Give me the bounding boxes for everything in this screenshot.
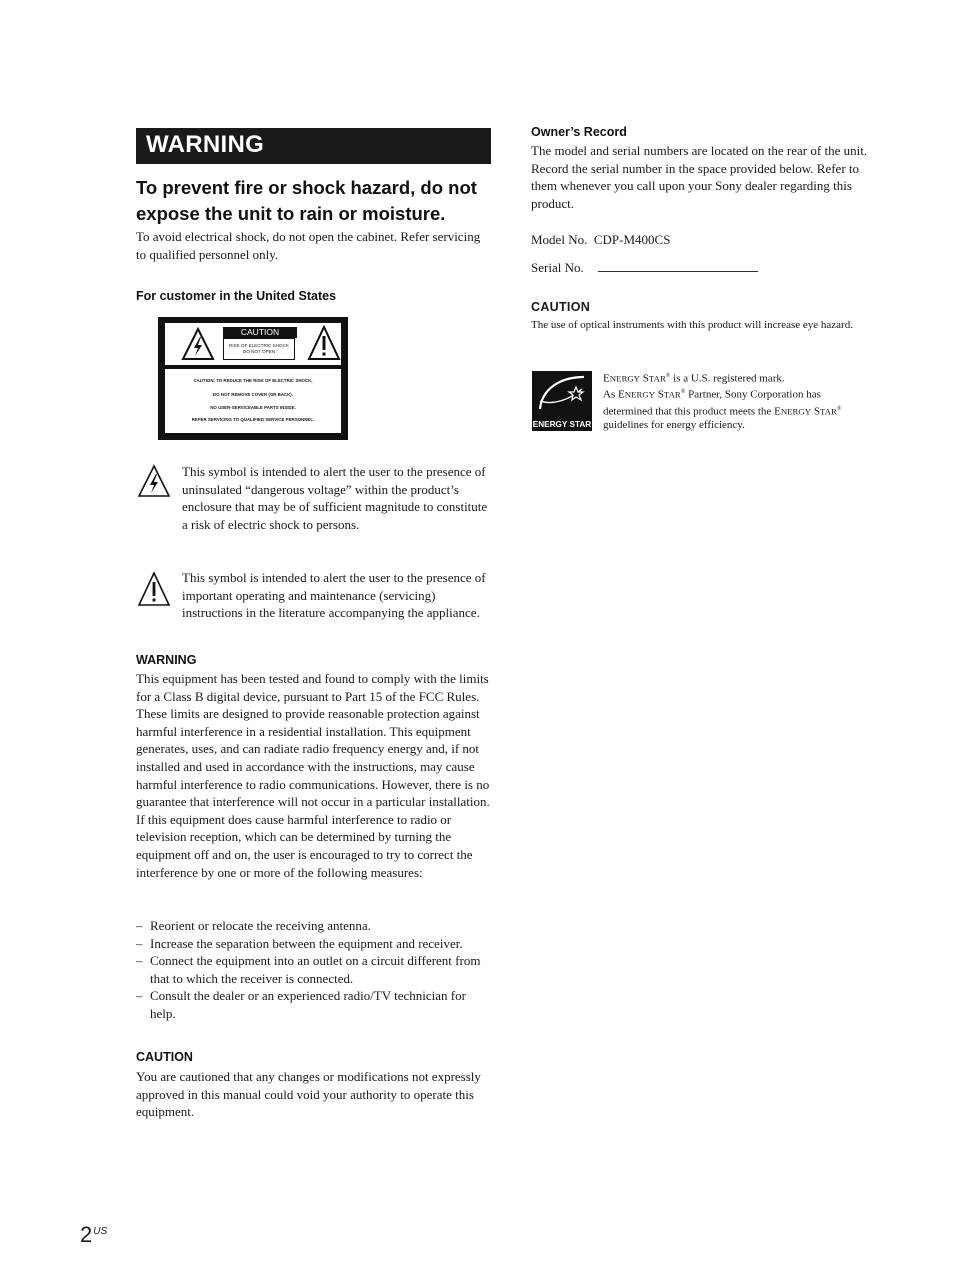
owners-record-text: The model and serial numbers are located on the rear of the unit. Record the serial number in the space provided below. Refer to them whenever you call upon your Sony dealer regarding this product. [531, 143, 868, 211]
es-line2-rest: Partner, Sony Corporation has determined that this product meets the [603, 389, 821, 418]
fcc-warning-text: This equipment has been tested and found to comply with the limits for a Class B digital device, pursuant to Part 15 of the FCC Rules. These limits are designed to provide reasonable protection against harmful interference in a residential installation. This equipment generates, uses, and can radiate radio frequency energy and, if not installed and used in accordance with the instructions, may cause harmful interference to radio communications. However, there is no guarantee that interference will not occur in a particular installation. If this equipment does cause harmful interference to radio or television reception, which can be determined by turning the equipment off and on, the user is encouraged to try to correct the interference by one or more of the following measures: [136, 671, 490, 880]
dash-bullet: – [136, 918, 143, 933]
serial-label: Serial No. [531, 260, 584, 275]
measure-text: Connect the equipment into an outlet on a circuit different from that to which the receiver is connected. [150, 953, 481, 986]
model-label: Model No. [531, 232, 588, 247]
es-letter: S [813, 405, 820, 418]
fcc-measures-list [136, 917, 494, 1023]
fcc-warning-heading: WARNING [136, 653, 197, 667]
es-smallcaps: TAR [820, 406, 837, 417]
instructions-symbol-text: This symbol is intended to alert the user to the presence of important operating and maintenance (servicing) instructions in the literature accompanying the appliance. [182, 570, 486, 621]
label-line-4: REFER SERVICING TO QUALIFIED SERVICE PERSONNEL. [191, 417, 315, 422]
lightning-triangle-icon [137, 464, 171, 498]
dash-bullet: – [136, 953, 143, 969]
energy-star-line-2 [603, 386, 868, 433]
model-value: CDP-M400CS [593, 232, 671, 247]
es-letter: E [603, 372, 610, 385]
es-line1-rest: is a U.S. registered mark. [673, 372, 785, 385]
es-smallcaps: TAR [648, 373, 666, 384]
dash-bullet: – [136, 935, 143, 951]
optical-caution-heading: CAUTION [531, 300, 591, 314]
optical-caution-text: The use of optical instruments with this product will increase eye hazard. [531, 319, 853, 331]
caution-label-title: CAUTION [223, 327, 297, 338]
owners-record-heading: Owner’s Record [531, 125, 627, 139]
es-letter: S [642, 372, 649, 385]
es-letter: E [774, 405, 781, 418]
es-smallcaps: TAR [663, 390, 681, 401]
voltage-symbol-text: This symbol is intended to alert the user to the presence of uninsulated “dangerous voltage” within the product’s enclosure that may be of sufficient magnitude to constitute a risk of electric shock to persons. [182, 464, 488, 532]
es-as: As [603, 389, 616, 402]
list-item [136, 935, 494, 953]
energy-star-logo-text: ENERGY STAR [532, 420, 592, 429]
serial-blank-field [598, 260, 758, 272]
measure-text: Consult the dealer or an experienced radio/TV technician for help. [150, 988, 466, 1021]
page-number-value: 2 [80, 1222, 93, 1247]
energy-star-logo [532, 371, 592, 431]
fcc-caution-text: You are cautioned that any changes or modifications not expressly approved in this manual could void your authority to operate this equipment. [136, 1069, 481, 1120]
es-smallcaps: NERGY [624, 390, 656, 401]
risk-line-2: DO NOT OPEN [242, 349, 276, 354]
risk-line-1: RISK OF ELECTRIC SHOCK [229, 343, 289, 348]
intro-text: To avoid electrical shock, do not open the cabinet. Refer servicing to qualified personnel only. [136, 229, 481, 262]
main-heading: To prevent fire or shock hazard, do not expose the unit to rain or moisture. [136, 177, 477, 224]
list-item [136, 917, 494, 935]
label-line-1: CAUTION: TO REDUCE THE RISK OF ELECTRIC SHOCK, [193, 378, 313, 383]
es-letter: S [657, 389, 664, 402]
es-line3-rest: guidelines for energy efficiency. [603, 419, 745, 432]
registered-mark: ® [680, 389, 686, 396]
es-smallcaps: NERGY [609, 373, 641, 384]
model-number-line [531, 231, 670, 249]
list-item [136, 987, 494, 1022]
fcc-caution-heading: CAUTION [136, 1050, 193, 1064]
exclamation-triangle-icon [307, 325, 341, 361]
es-smallcaps: NERGY [780, 406, 812, 417]
registered-mark: ® [665, 373, 671, 379]
measure-text: Reorient or relocate the receiving antenna. [150, 918, 371, 933]
es-letter: E [617, 389, 625, 402]
energy-star-emblem-icon [532, 371, 592, 419]
energy-star-line-1 [603, 370, 868, 386]
exclamation-triangle-icon [137, 571, 171, 607]
registered-mark: ® [836, 405, 842, 412]
page-number-suffix: US [93, 1226, 108, 1237]
us-customer-heading: For customer in the United States [136, 289, 337, 303]
label-line-3: NO USER-SERVICEABLE PARTS INSIDE. [210, 405, 296, 410]
page-number [80, 1222, 107, 1248]
dash-bullet: – [136, 988, 143, 1004]
warning-banner-title: WARNING [146, 131, 265, 158]
measure-text: Increase the separation between the equipment and receiver. [150, 935, 463, 951]
lightning-triangle-icon [181, 327, 215, 361]
risk-box [223, 338, 295, 360]
label-line-2: DO NOT REMOVE COVER (OR BACK). [212, 392, 293, 397]
caution-label-graphic [158, 317, 348, 440]
energy-star-text [603, 370, 868, 433]
list-item [136, 952, 494, 987]
serial-number-line [531, 259, 758, 277]
warning-banner [136, 128, 491, 164]
